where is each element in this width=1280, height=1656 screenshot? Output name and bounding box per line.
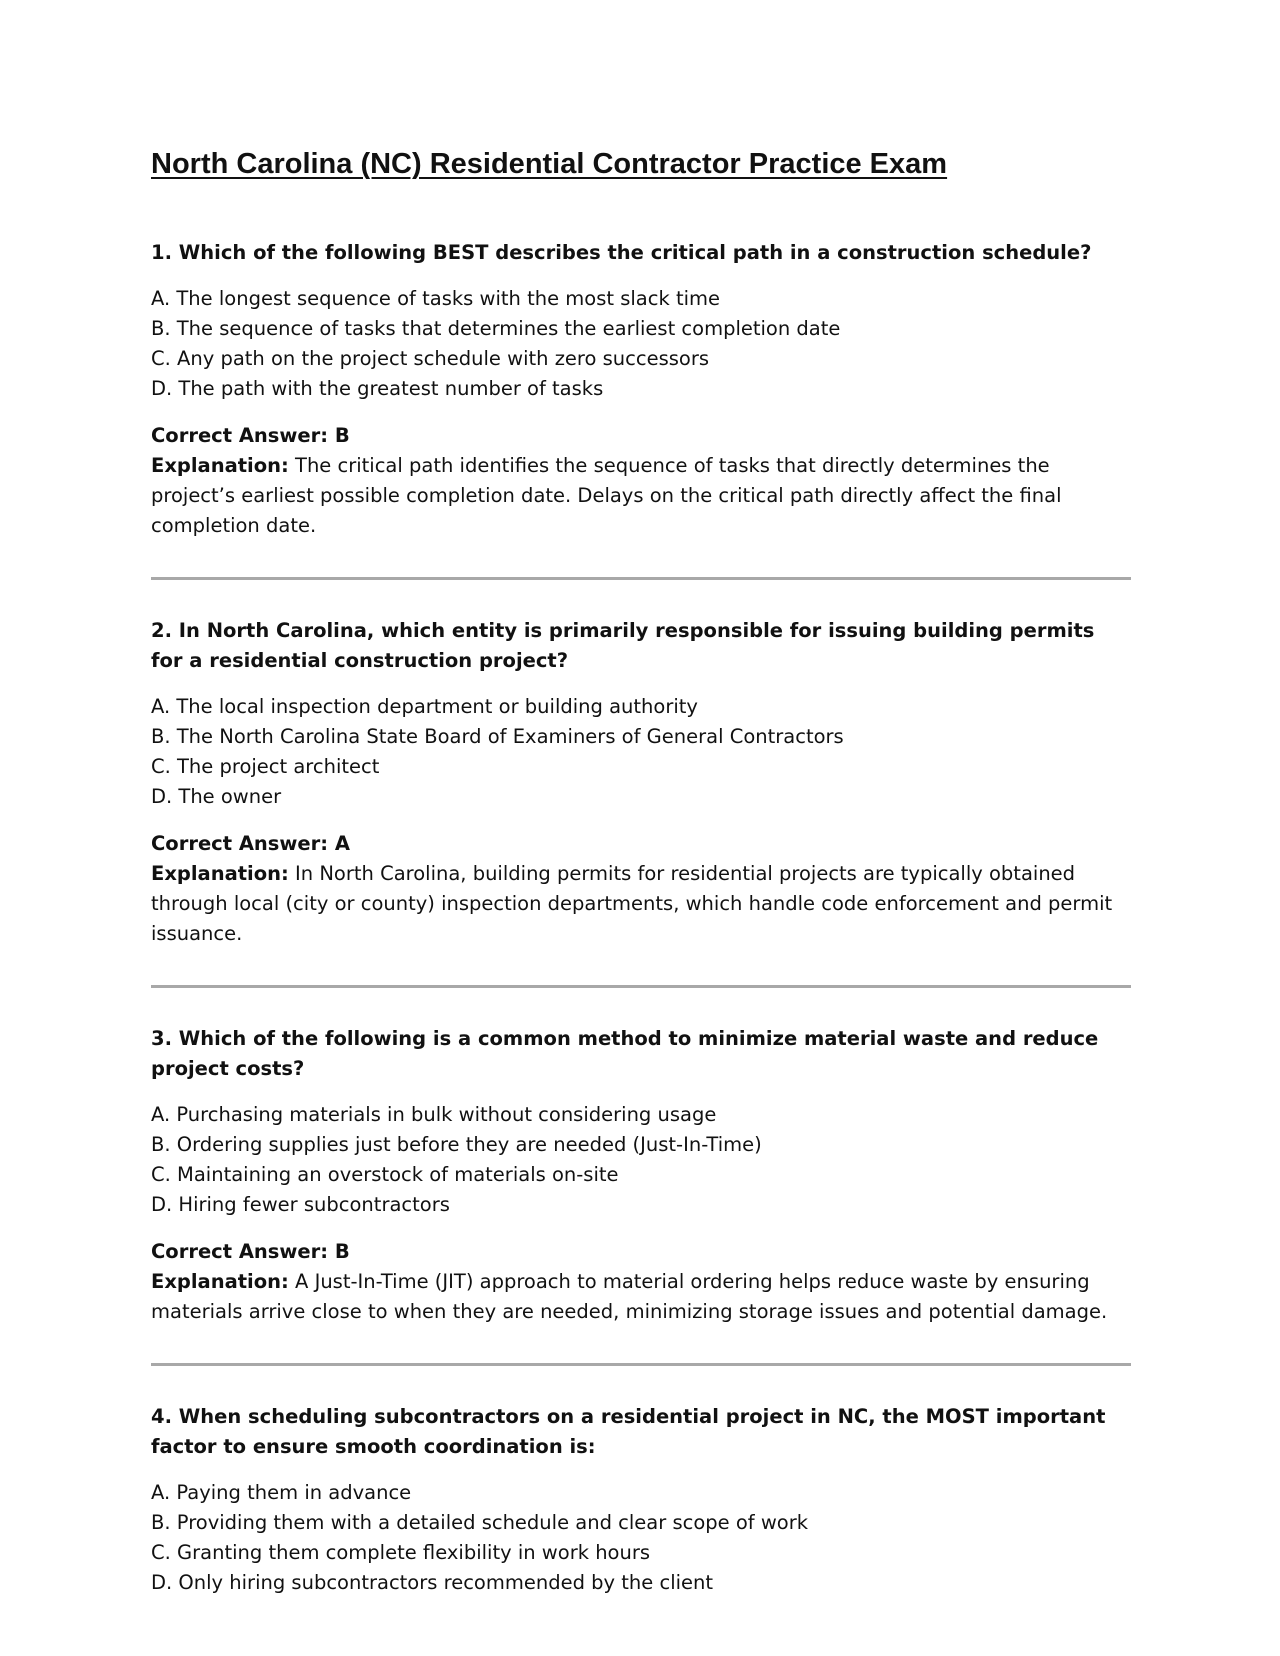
question-1 xyxy=(151,238,1131,541)
question-3 xyxy=(151,1024,1131,1327)
explanation xyxy=(151,859,1131,949)
option-list xyxy=(151,1478,1131,1598)
option-list xyxy=(151,692,1131,812)
option-list xyxy=(151,284,1131,404)
option-b: B. The North Carolina State Board of Examiners of General Contractors xyxy=(151,725,844,748)
option-c: C. Maintaining an overstock of materials on-site xyxy=(151,1163,619,1186)
option-b: B. Providing them with a detailed schedule and clear scope of work xyxy=(151,1511,809,1534)
option-a: A. Paying them in advance xyxy=(151,1481,412,1504)
option-c: C. The project architect xyxy=(151,755,380,778)
question-text: 2. In North Carolina, which entity is primarily responsible for issuing building permits for a residential construction project? xyxy=(151,619,1095,672)
option-c: C. Granting them complete flexibility in work hours xyxy=(151,1541,651,1564)
explanation xyxy=(151,451,1131,541)
explanation-text: In North Carolina, building permits for residential projects are typically obtained through local (city or county) inspection departments, which handle code enforcement and permit issuance. xyxy=(151,862,1113,945)
option-c: C. Any path on the project schedule with zero successors xyxy=(151,347,710,370)
option-d: D. Hiring fewer subcontractors xyxy=(151,1193,450,1216)
explanation-label: Explanation: xyxy=(151,862,289,885)
page-title: North Carolina (NC) Residential Contractor Practice Exam xyxy=(151,148,948,180)
divider xyxy=(151,985,1131,988)
question-text: 3. Which of the following is a common method to minimize material waste and reduce project costs? xyxy=(151,1027,1099,1080)
question-4 xyxy=(151,1402,1131,1598)
option-b: B. The sequence of tasks that determines the earliest completion date xyxy=(151,317,841,340)
document-page xyxy=(151,146,1131,1615)
option-list xyxy=(151,1100,1131,1220)
option-d: D. The owner xyxy=(151,785,282,808)
question-2 xyxy=(151,616,1131,949)
option-d: D. The path with the greatest number of tasks xyxy=(151,377,604,400)
explanation xyxy=(151,1267,1131,1327)
explanation-label: Explanation: xyxy=(151,1270,289,1293)
question-text: 1. Which of the following BEST describes the critical path in a construction schedule? xyxy=(151,241,1092,264)
explanation-text: A Just-In-Time (JIT) approach to material ordering helps reduce waste by ensuring materials arrive close to when they are needed, minimizing storage issues and potential damage. xyxy=(151,1270,1108,1323)
option-b: B. Ordering supplies just before they are needed (Just-In-Time) xyxy=(151,1133,762,1156)
correct-answer: Correct Answer: B xyxy=(151,1240,350,1263)
correct-answer: Correct Answer: A xyxy=(151,832,350,855)
explanation-text: The critical path identifies the sequence of tasks that directly determines the project’s earliest possible completion date. Delays on the critical path directly affect the final completion date. xyxy=(151,454,1062,537)
correct-answer: Correct Answer: B xyxy=(151,424,350,447)
divider xyxy=(151,1363,1131,1366)
option-a: A. Purchasing materials in bulk without considering usage xyxy=(151,1103,717,1126)
question-text: 4. When scheduling subcontractors on a residential project in NC, the MOST important factor to ensure smooth coordination is: xyxy=(151,1405,1106,1458)
option-d: D. Only hiring subcontractors recommended by the client xyxy=(151,1571,714,1594)
option-a: A. The local inspection department or building authority xyxy=(151,695,698,718)
divider xyxy=(151,577,1131,580)
option-a: A. The longest sequence of tasks with the most slack time xyxy=(151,287,721,310)
explanation-label: Explanation: xyxy=(151,454,289,477)
